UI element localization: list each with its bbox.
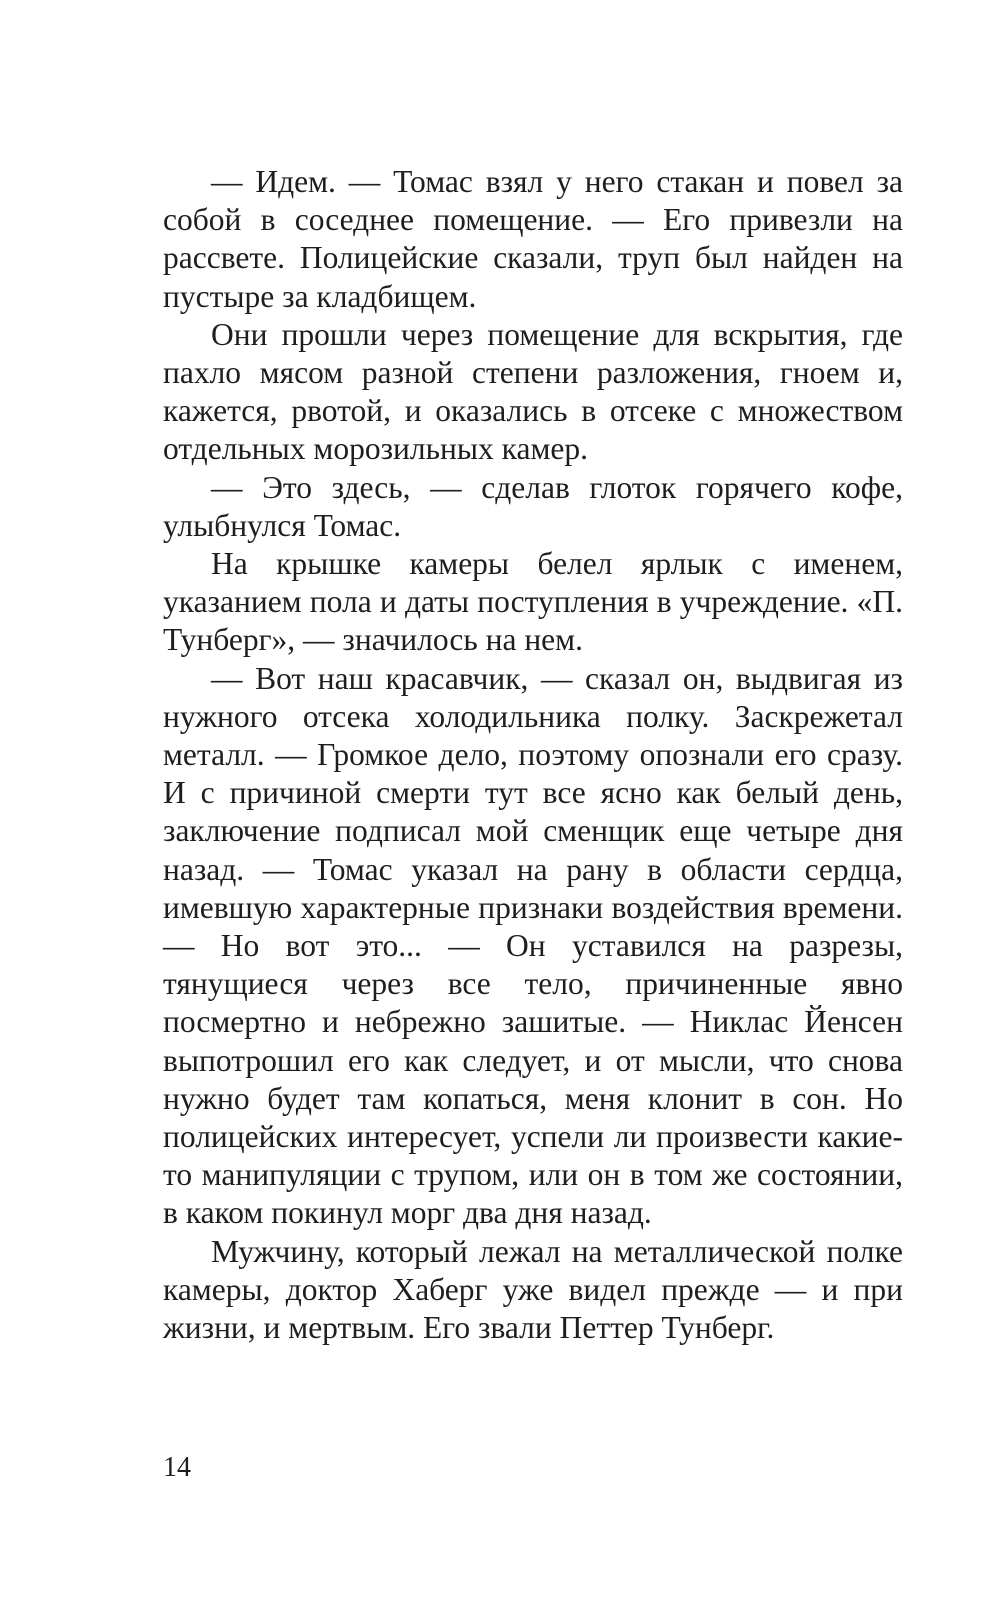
paragraph-3: — Это здесь, — сделав глоток горячего кофе, улыбнулся Томас. (163, 469, 903, 543)
paragraph-6: Мужчину, который лежал на металлической полке камеры, доктор Хаберг уже видел прежде — и при жизни, и мертвым. Его звали Петтер Тунберг. (163, 1233, 903, 1346)
body-text (163, 163, 903, 1347)
paragraph-4: На крышке камеры белел ярлык с именем, указанием пола и даты поступления в учреждение. «П. Тунберг», — значилось на нем. (163, 546, 903, 658)
paragraph-5: — Вот наш красавчик, — сказал он, выдвигая из нужного отсека холодильника полку. Заскрежетал металл. — Громкое дело, поэтому опознали его сразу. И с причиной смерти тут все ясно как белый день, заключение подписал мой сменщик еще четыре дня назад. — Томас указал на рану в области сердца, имевшую характерные признаки воздействия времени. — Но вот это... — Он уставился на разрезы, тянущиеся через все тело, причиненные явно посмертно и небрежно зашитые. — Никлас Йенсен выпотрошил его как следует, и от мысли, что снова нужно будет там копаться, меня клонит в сон. Но полицейских интересует, успели ли произвести какие-то манипуляции с трупом, или он в том же состоянии, в каком покинул морг два дня назад. (163, 660, 903, 1231)
paragraph-2: Они прошли через помещение для вскрытия, где пахло мясом разной степени разложения, гноем и, кажется, рвотой, и оказались в отсеке с множеством отдельных морозильных камер. (163, 316, 903, 467)
page-number: 14 (163, 1452, 191, 1483)
paragraph-1: — Идем. — Томас взял у него стакан и повел за собой в соседнее помещение. — Его привезли на рассвете. Полицейские сказали, труп был найден на пустыре за кладбищем. (163, 164, 903, 314)
